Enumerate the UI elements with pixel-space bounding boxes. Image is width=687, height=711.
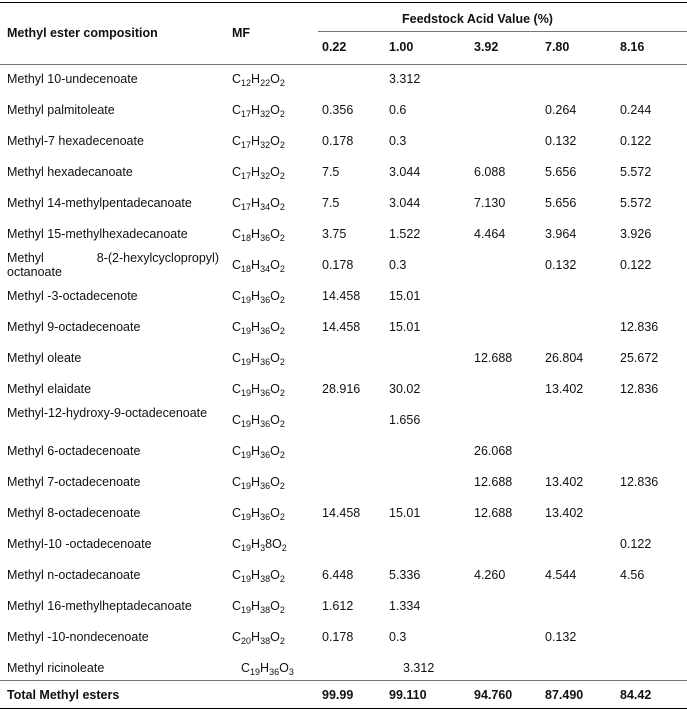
formula-element: H <box>251 599 261 613</box>
value-cell: 13.402 <box>545 506 584 520</box>
acid-value-header: 8.16 <box>620 40 645 54</box>
formula-element: H <box>251 196 261 210</box>
formula-element: O <box>270 630 280 644</box>
formula-element: C <box>232 351 242 365</box>
formula-element: O <box>270 320 280 334</box>
value-cell: 15.01 <box>389 320 421 334</box>
header-bottom-rule <box>0 64 687 65</box>
formula-subscript: 2 <box>279 109 285 119</box>
formula-subscript: 2 <box>279 233 285 243</box>
value-cell: 12.688 <box>474 506 513 520</box>
composition-cell: Methyl elaidate <box>7 382 92 396</box>
value-cell: 1.334 <box>389 599 421 613</box>
formula-element: C <box>232 134 242 148</box>
formula-subscript: 36 <box>260 326 271 336</box>
formula-subscript: 18 <box>241 264 252 274</box>
formula-subscript: 19 <box>241 512 252 522</box>
formula-subscript: 2 <box>279 264 285 274</box>
value-cell: 12.836 <box>620 382 659 396</box>
formula-subscript: 2 <box>279 326 285 336</box>
formula-element: O <box>270 258 280 272</box>
formula-subscript: 32 <box>260 171 271 181</box>
total-value: 99.99 <box>322 688 354 702</box>
formula-cell <box>232 320 285 335</box>
formula-subscript: 36 <box>260 233 271 243</box>
value-cell: 0.3 <box>389 630 407 644</box>
value-cell: 25.672 <box>620 351 659 365</box>
value-cell: 28.916 <box>322 382 361 396</box>
total-value: 84.42 <box>620 688 652 702</box>
formula-subscript: 18 <box>241 233 252 243</box>
total-top-rule <box>0 680 687 681</box>
value-cell: 1.656 <box>389 413 421 427</box>
composition-cell: Methyl ricinoleate <box>7 661 105 675</box>
value-cell: 6.088 <box>474 165 506 179</box>
formula-cell <box>232 351 285 366</box>
table-bottom-rule <box>0 708 687 709</box>
formula-cell <box>232 475 285 490</box>
formula-element: C <box>232 320 242 334</box>
formula-subscript: 22 <box>260 78 271 88</box>
acid-value-header: 7.80 <box>545 40 570 54</box>
formula-cell <box>232 568 285 583</box>
formula-element: C <box>232 599 242 613</box>
formula-subscript: 32 <box>260 109 271 119</box>
total-value: 99.110 <box>389 688 427 702</box>
formula-cell <box>232 537 287 552</box>
formula-subscript: 2 <box>279 450 285 460</box>
formula-subscript: 17 <box>241 140 252 150</box>
formula-subscript: 36 <box>260 512 271 522</box>
composition-cell: Methyl-12-hydroxy-9-octadecenoate <box>7 406 208 420</box>
formula-element: H <box>251 475 261 489</box>
formula-subscript: 2 <box>279 605 285 615</box>
formula-element: C <box>232 568 242 582</box>
formula-cell <box>232 103 285 118</box>
formula-element: O <box>270 475 280 489</box>
formula-subscript: 2 <box>279 574 285 584</box>
value-cell: 4.464 <box>474 227 506 241</box>
formula-element: C <box>232 444 242 458</box>
composition-cell: Methyl hexadecanoate <box>7 165 133 179</box>
value-cell: 5.336 <box>389 568 421 582</box>
value-cell: 0.178 <box>322 630 354 644</box>
value-cell: 14.458 <box>322 320 361 334</box>
value-cell: 7.5 <box>322 196 340 210</box>
formula-element: C <box>232 196 242 210</box>
formula-cell <box>232 72 285 87</box>
formula-subscript: 3 <box>260 543 266 553</box>
formula-element: C <box>232 537 242 551</box>
value-cell: 4.260 <box>474 568 506 582</box>
formula-element: C <box>232 72 242 86</box>
formula-element: H <box>251 258 261 272</box>
value-cell: 26.804 <box>545 351 584 365</box>
formula-cell <box>232 506 285 521</box>
formula-element: O <box>270 568 280 582</box>
value-cell: 4.544 <box>545 568 577 582</box>
composition-cell: Methyl oleate <box>7 351 82 365</box>
formula-element: H <box>251 382 261 396</box>
value-cell: 0.264 <box>545 103 577 117</box>
value-cell: 4.56 <box>620 568 645 582</box>
header-group-rule <box>318 31 687 32</box>
value-cell: 0.178 <box>322 258 354 272</box>
formula-subscript: 3 <box>288 667 294 677</box>
formula-subscript: 19 <box>241 419 252 429</box>
formula-element: C <box>232 475 242 489</box>
formula-cell <box>232 413 285 428</box>
formula-element: H <box>251 72 261 86</box>
formula-subscript: 2 <box>279 202 285 212</box>
value-cell: 3.044 <box>389 165 421 179</box>
composition-cell: Methyl 7-octadecenoate <box>7 475 141 489</box>
formula-subscript: 17 <box>241 202 252 212</box>
formula-element: C <box>232 506 242 520</box>
acid-value-header: 0.22 <box>322 40 347 54</box>
composition-cell: Methyl palmitoleate <box>7 103 115 117</box>
value-cell: 0.178 <box>322 134 354 148</box>
formula-element: H <box>251 537 261 551</box>
composition-cell: Methyl 8-(2-hexylcyclopropyl) octanoate <box>7 251 219 279</box>
formula-subscript: 2 <box>279 295 285 305</box>
formula-subscript: 2 <box>279 78 285 88</box>
formula-element: O <box>270 444 280 458</box>
formula-element: O <box>270 382 280 396</box>
formula-subscript: 2 <box>279 140 285 150</box>
composition-cell: Methyl n-octadecanoate <box>7 568 141 582</box>
formula-subscript: 36 <box>260 388 271 398</box>
formula-subscript: 2 <box>279 512 285 522</box>
formula-subscript: 36 <box>260 357 271 367</box>
composition-cell: Methyl 16-methylheptadecanoate <box>7 599 192 613</box>
value-cell: 0.132 <box>545 134 577 148</box>
formula-element: H <box>251 165 261 179</box>
formula-cell <box>232 134 285 149</box>
formula-cell <box>241 661 294 676</box>
formula-element: O <box>279 661 289 675</box>
value-cell: 0.132 <box>545 630 577 644</box>
total-label: Total Methyl esters <box>7 688 120 702</box>
formula-element: O <box>270 72 280 86</box>
formula-subscript: 36 <box>269 667 280 677</box>
value-cell: 13.402 <box>545 475 584 489</box>
formula-element: O <box>270 103 280 117</box>
formula-element: C <box>232 289 242 303</box>
formula-subscript: 38 <box>260 636 271 646</box>
formula-element: C <box>232 413 242 427</box>
composition-cell: Methyl 14-methylpentadecanoate <box>7 196 192 210</box>
formula-element: O <box>270 165 280 179</box>
value-cell: 5.572 <box>620 165 652 179</box>
formula-subscript: 19 <box>241 605 252 615</box>
value-cell: 14.458 <box>322 289 361 303</box>
formula-cell <box>232 599 285 614</box>
value-cell: 30.02 <box>389 382 421 396</box>
composition-cell: Methyl-10 -octadecenoate <box>7 537 152 551</box>
formula-subscript: 19 <box>241 574 252 584</box>
formula-element: O <box>270 506 280 520</box>
formula-element: H <box>260 661 270 675</box>
formula-subscript: 19 <box>241 481 252 491</box>
value-cell: 0.122 <box>620 258 652 272</box>
value-cell: 0.3 <box>389 134 407 148</box>
formula-element: H <box>251 351 261 365</box>
composition-cell: Methyl 8-octadecenoate <box>7 506 141 520</box>
header-mf: MF <box>232 26 251 40</box>
formula-element: H <box>251 444 261 458</box>
formula-element: O <box>270 413 280 427</box>
formula-element: O <box>270 351 280 365</box>
formula-subscript: 2 <box>279 171 285 181</box>
formula-element: H <box>251 568 261 582</box>
formula-element: C <box>232 630 242 644</box>
acid-value-header: 1.00 <box>389 40 414 54</box>
value-cell: 0.122 <box>620 537 652 551</box>
formula-cell <box>232 289 285 304</box>
formula-subscript: 19 <box>241 450 252 460</box>
formula-cell <box>232 196 285 211</box>
value-cell: 3.312 <box>403 661 435 675</box>
formula-subscript: 38 <box>260 605 271 615</box>
formula-subscript: 32 <box>260 140 271 150</box>
formula-subscript: 38 <box>260 574 271 584</box>
value-cell: 3.044 <box>389 196 421 210</box>
value-cell: 0.122 <box>620 134 652 148</box>
formula-cell <box>232 382 285 397</box>
formula-element: C <box>232 103 242 117</box>
acid-value-header: 3.92 <box>474 40 499 54</box>
formula-subscript: 36 <box>260 481 271 491</box>
value-cell: 26.068 <box>474 444 513 458</box>
value-cell: 0.244 <box>620 103 652 117</box>
formula-subscript: 2 <box>279 388 285 398</box>
composition-cell: Methyl -10-nondecenoate <box>7 630 149 644</box>
value-cell: 0.132 <box>545 258 577 272</box>
formula-subscript: 19 <box>241 295 252 305</box>
formula-element: O <box>270 227 280 241</box>
composition-cell: Methyl-7 hexadecenoate <box>7 134 144 148</box>
formula-subscript: 2 <box>279 357 285 367</box>
value-cell: 12.836 <box>620 320 659 334</box>
formula-element: H <box>251 289 261 303</box>
formula-subscript: 12 <box>241 78 252 88</box>
formula-cell <box>232 227 285 242</box>
value-cell: 5.572 <box>620 196 652 210</box>
value-cell: 12.688 <box>474 475 513 489</box>
value-cell: 1.522 <box>389 227 421 241</box>
formula-cell <box>232 630 285 645</box>
header-acid-value-group: Feedstock Acid Value (%) <box>402 12 553 26</box>
table-top-rule <box>0 2 687 3</box>
formula-subscript: 19 <box>241 543 252 553</box>
composition-cell: Methyl 15-methylhexadecanoate <box>7 227 188 241</box>
total-value: 87.490 <box>545 688 584 702</box>
value-cell: 15.01 <box>389 506 421 520</box>
total-value: 94.760 <box>474 688 513 702</box>
formula-element: C <box>232 258 242 272</box>
value-cell: 0.3 <box>389 258 407 272</box>
formula-subscript: 2 <box>279 419 285 429</box>
value-cell: 7.130 <box>474 196 506 210</box>
value-cell: 0.6 <box>389 103 407 117</box>
formula-element: C <box>232 165 242 179</box>
formula-element: O <box>270 134 280 148</box>
formula-subscript: 20 <box>241 636 252 646</box>
value-cell: 15.01 <box>389 289 421 303</box>
formula-element: H <box>251 103 261 117</box>
value-cell: 3.312 <box>389 72 421 86</box>
formula-subscript: 19 <box>241 357 252 367</box>
value-cell: 12.836 <box>620 475 659 489</box>
formula-element: O <box>270 289 280 303</box>
formula-element: H <box>251 320 261 334</box>
value-cell: 5.656 <box>545 196 577 210</box>
value-cell: 3.75 <box>322 227 347 241</box>
formula-subscript: 36 <box>260 295 271 305</box>
formula-subscript: 19 <box>241 326 252 336</box>
formula-subscript: 19 <box>250 667 261 677</box>
value-cell: 5.656 <box>545 165 577 179</box>
value-cell: 14.458 <box>322 506 361 520</box>
formula-element: 8O <box>265 537 282 551</box>
formula-cell <box>232 444 285 459</box>
value-cell: 13.402 <box>545 382 584 396</box>
formula-subscript: 34 <box>260 202 271 212</box>
value-cell: 12.688 <box>474 351 513 365</box>
formula-subscript: 17 <box>241 171 252 181</box>
value-cell: 1.612 <box>322 599 354 613</box>
formula-subscript: 2 <box>279 481 285 491</box>
formula-element: H <box>251 506 261 520</box>
header-composition: Methyl ester composition <box>7 26 158 40</box>
value-cell: 0.356 <box>322 103 354 117</box>
formula-subscript: 17 <box>241 109 252 119</box>
formula-element: H <box>251 134 261 148</box>
formula-cell <box>232 258 285 273</box>
formula-element: H <box>251 630 261 644</box>
formula-element: H <box>251 227 261 241</box>
composition-cell: Methyl 6-octadecenoate <box>7 444 141 458</box>
formula-subscript: 36 <box>260 419 271 429</box>
formula-element: C <box>232 227 242 241</box>
formula-element: O <box>270 196 280 210</box>
composition-cell: Methyl 10-undecenoate <box>7 72 138 86</box>
value-cell: 6.448 <box>322 568 354 582</box>
composition-cell: Methyl -3-octadecenote <box>7 289 138 303</box>
formula-cell <box>232 165 285 180</box>
composition-cell: Methyl 9-octadecenoate <box>7 320 141 334</box>
formula-element: C <box>241 661 251 675</box>
formula-element: O <box>270 599 280 613</box>
value-cell: 7.5 <box>322 165 340 179</box>
formula-subscript: 2 <box>279 636 285 646</box>
formula-subscript: 2 <box>281 543 287 553</box>
value-cell: 3.926 <box>620 227 652 241</box>
formula-element: C <box>232 382 242 396</box>
formula-subscript: 36 <box>260 450 271 460</box>
formula-subscript: 19 <box>241 388 252 398</box>
value-cell: 3.964 <box>545 227 577 241</box>
formula-subscript: 34 <box>260 264 271 274</box>
formula-element: H <box>251 413 261 427</box>
